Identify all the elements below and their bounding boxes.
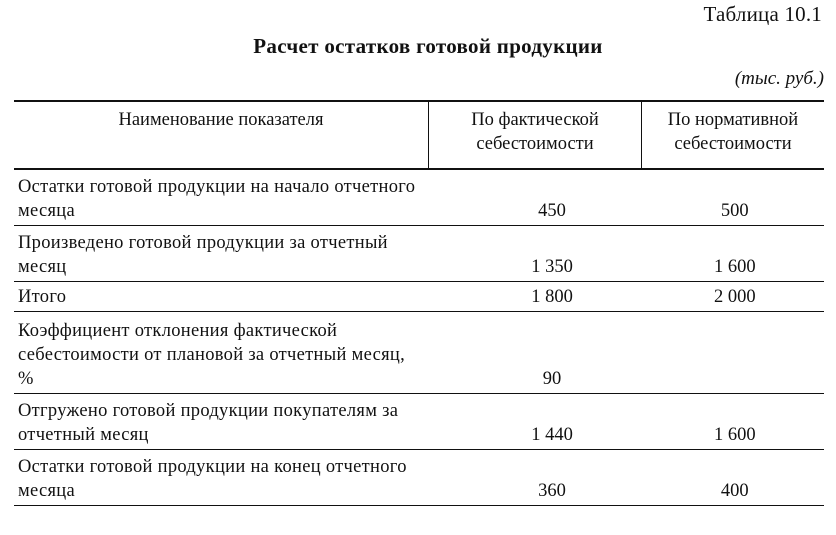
row-name: Остатки готовой продукции на конец отчетного месяца <box>14 450 429 506</box>
units-label: (тыс. руб.) <box>734 68 824 89</box>
table-row <box>14 450 824 506</box>
header-indicator-name: Наименование показателя <box>14 101 429 169</box>
header-standard-cost: По нормативной себестоимости <box>642 101 825 169</box>
row-name: Итого <box>14 282 429 312</box>
row-actual-value: 90 <box>429 312 642 394</box>
row-name: Остатки готовой продукции на начало отчетного месяца <box>14 169 429 226</box>
row-standard-value: 1 600 <box>642 394 825 450</box>
row-standard-value: 400 <box>642 450 825 506</box>
row-actual-value: 1 440 <box>429 394 642 450</box>
row-actual-value: 1 350 <box>429 226 642 282</box>
table-title: Расчет остатков готовой продукции <box>253 34 603 58</box>
row-name: Произведено готовой продукции за отчетный месяц <box>14 226 429 282</box>
row-standard-value: 500 <box>642 169 825 226</box>
table-number: Таблица 10.1 <box>703 2 822 26</box>
row-standard-value: 1 600 <box>642 226 825 282</box>
table-row <box>14 169 824 226</box>
table-row <box>14 226 824 282</box>
table-row <box>14 282 824 312</box>
row-name: Отгружено готовой продукции покупателям за отчетный месяц <box>14 394 429 450</box>
table-header-row <box>14 101 824 169</box>
row-standard-value <box>642 312 825 394</box>
row-standard-value: 2 000 <box>642 282 825 312</box>
row-actual-value: 360 <box>429 450 642 506</box>
header-actual-cost: По фактической себестоимости <box>429 101 642 169</box>
row-name: Коэффициент отклонения фактической себестоимости от плановой за отчетный месяц, % <box>14 312 429 394</box>
table-row <box>14 312 824 394</box>
row-actual-value: 1 800 <box>429 282 642 312</box>
table-row <box>14 394 824 450</box>
data-table <box>14 100 824 506</box>
row-actual-value: 450 <box>429 169 642 226</box>
